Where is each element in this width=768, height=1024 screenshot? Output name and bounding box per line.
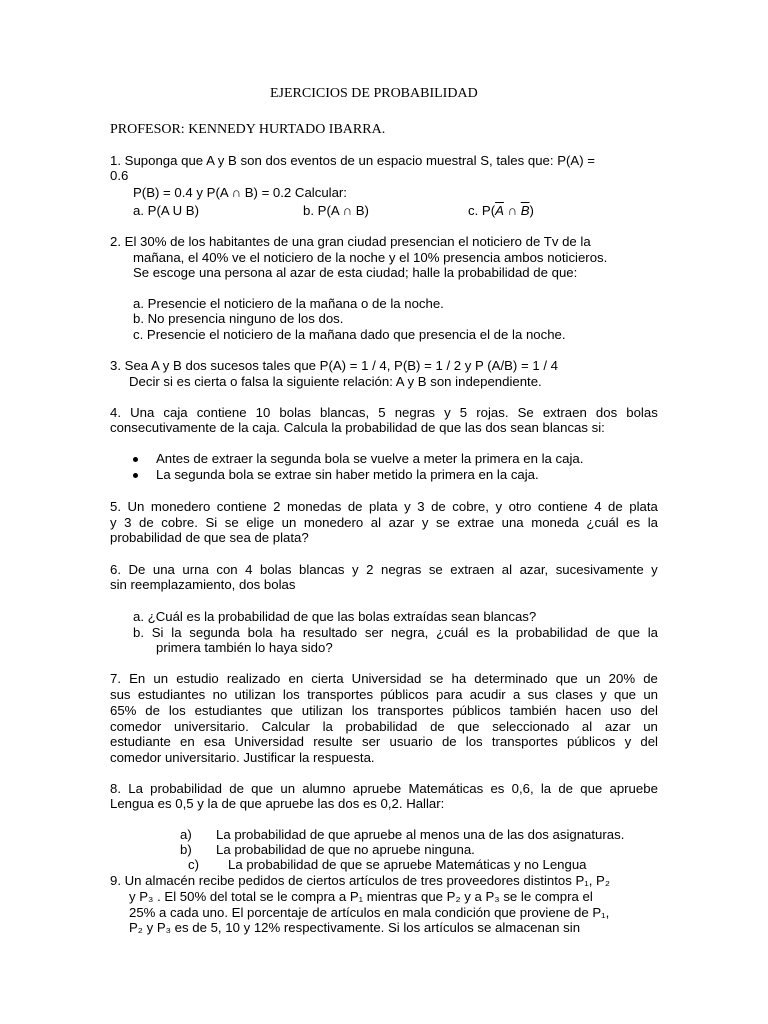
complement-a: $\overline{A}$ — [495, 203, 504, 218]
complement-b: $\overline{B}$ — [520, 203, 530, 218]
exercise-4-line-2: consecutivamente de la caja. Calcula la probabilidad de que las dos sean blancas si: — [110, 420, 605, 435]
exercise-2-option-c: c. Presencie el noticiero de la mañana dado que presencia el de la noche. — [133, 327, 566, 342]
exercise-7-line-1: 7. En un estudio realizado en cierta Universidad se ha determinado que un 20% de — [110, 671, 658, 686]
exercise-5-line-3: probabilidad de que sea de plata? — [110, 530, 309, 545]
exercise-8-label-b: b) — [180, 842, 192, 857]
exercise-1-line-1: 1. Suponga que A y B son dos eventos de un espacio muestral S, tales que: P(A) = — [110, 153, 595, 168]
exercise-8-label-a: a) — [180, 827, 192, 842]
exercise-2-option-b: b. No presencia ninguno de los dos. — [133, 311, 344, 326]
exercise-8-option-c: La probabilidad de que se apruebe Matemáticas y no Lengua — [228, 857, 587, 872]
exercise-1-line-2: 0.6 — [110, 168, 129, 183]
exercise-4-bullet-1: Antes de extraer la segunda bola se vuelve a meter la primera en la caja. — [156, 451, 584, 466]
exercise-5-line-2: y 3 de cobre. Si se elige un monedero al azar y se extrae una moneda ¿cuál es la — [110, 515, 658, 530]
exercise-7-line-2: sus estudiantes no utilizan los transportes públicos para acudir a sus clases y que un — [110, 687, 658, 702]
exercise-7-line-6: comedor universitario. Justificar la respuesta. — [110, 750, 375, 765]
professor-line: PROFESOR: KENNEDY HURTADO IBARRA. — [110, 122, 386, 137]
document-title: EJERCICIOS DE PROBABILIDAD — [270, 86, 478, 101]
exercise-8-option-a: La probabilidad de que apruebe al menos una de las dos asignaturas. — [216, 827, 625, 842]
exercise-9-line-1: 9. Un almacén recibe pedidos de ciertos artículos de tres proveedores distintos P₁, P₂ — [110, 873, 610, 888]
exercise-3-line-1: 3. Sea A y B dos sucesos tales que P(A) = 1 / 4, P(B) = 1 / 2 y P (A/B) = 1 / 4 — [110, 358, 558, 373]
exercise-8-option-b: La probabilidad de que no apruebe ninguna. — [216, 842, 475, 857]
exercise-4-line-1: 4. Una caja contiene 10 bolas blancas, 5 negras y 5 rojas. Se extraen dos bolas — [110, 405, 658, 420]
exercise-2-line-1: 2. El 30% de los habitantes de una gran ciudad presencian el noticiero de Tv de la — [110, 234, 591, 249]
exercise-1-line-3: P(B) = 0.4 y P(A ∩ B) = 0.2 Calcular: — [133, 185, 347, 200]
exercise-4-bullet-2: La segunda bola se extrae sin haber metido la primera en la caja. — [156, 467, 539, 482]
exercise-9-line-3: 25% a cada uno. El porcentaje de artículos en mala condición que proviene de P₁, — [129, 905, 610, 920]
exercise-6-option-a: a. ¿Cuál es la probabilidad de que las bolas extraídas sean blancas? — [133, 609, 537, 624]
exercise-3-line-2: Decir si es cierta o falsa la siguiente relación: A y B son independiente. — [129, 374, 542, 389]
exercise-7-line-3: 65% de los estudiantes que utilizan los transportes públicos también hacen uso del — [110, 703, 658, 718]
exercise-7-line-4: comedor universitario. Calcular la probabilidad de que seleccionado al azar un — [110, 719, 658, 734]
bullet-icon — [133, 473, 138, 478]
exercise-2-line-2: mañana, el 40% ve el noticiero de la noche y el 10% presencia ambos noticieros. — [133, 250, 608, 265]
exercise-8-label-c: c) — [188, 857, 199, 872]
exercise-9-line-4: P₂ y P₃ es de 5, 10 y 12% respectivamente. Si los artículos se almacenan sin — [129, 920, 581, 935]
exercise-2-option-a: a. Presencie el noticiero de la mañana o de la noche. — [133, 296, 444, 311]
exercise-1-option-b: b. P(A ∩ B) — [303, 203, 369, 218]
exercise-6-line-1: 6. De una urna con 4 bolas blancas y 2 negras se extraen al azar, sucesivamente y — [110, 562, 658, 577]
exercise-6-option-b-line-1: b. Si la segunda bola ha resultado ser negra, ¿cuál es la probabilidad de que la — [133, 625, 658, 640]
bullet-icon — [133, 457, 138, 462]
exercise-1-option-a: a. P(A U B) — [133, 203, 199, 218]
exercise-1-option-c: c. $P(\overline{A}$ ∩ $\overline{B}$) — [468, 203, 534, 218]
exercise-2-line-3: Se escoge una persona al azar de esta ciudad; halle la probabilidad de que: — [133, 265, 578, 280]
exercise-8-line-1: 8. La probabilidad de que un alumno apruebe Matemáticas es 0,6, la de que apruebe — [110, 781, 658, 796]
exercise-8-line-2: Lengua es 0,5 y la de que apruebe las dos es 0,2. Hallar: — [110, 796, 445, 811]
exercise-6-line-2: sin reemplazamiento, dos bolas — [110, 577, 296, 592]
exercise-9-line-2: y P₃ . El 50% del total se le compra a P₁ mientras que P₂ y a P₃ se le compra el — [129, 889, 593, 904]
exercise-5-line-1: 5. Un monedero contiene 2 monedas de plata y 3 de cobre, y otro contiene 4 de plata — [110, 499, 658, 514]
exercise-6-option-b-line-2: primera también lo haya sido? — [156, 640, 333, 655]
exercise-7-line-5: estudiante en esa Universidad resulte ser usuario de los transportes públicos y del — [110, 734, 658, 749]
